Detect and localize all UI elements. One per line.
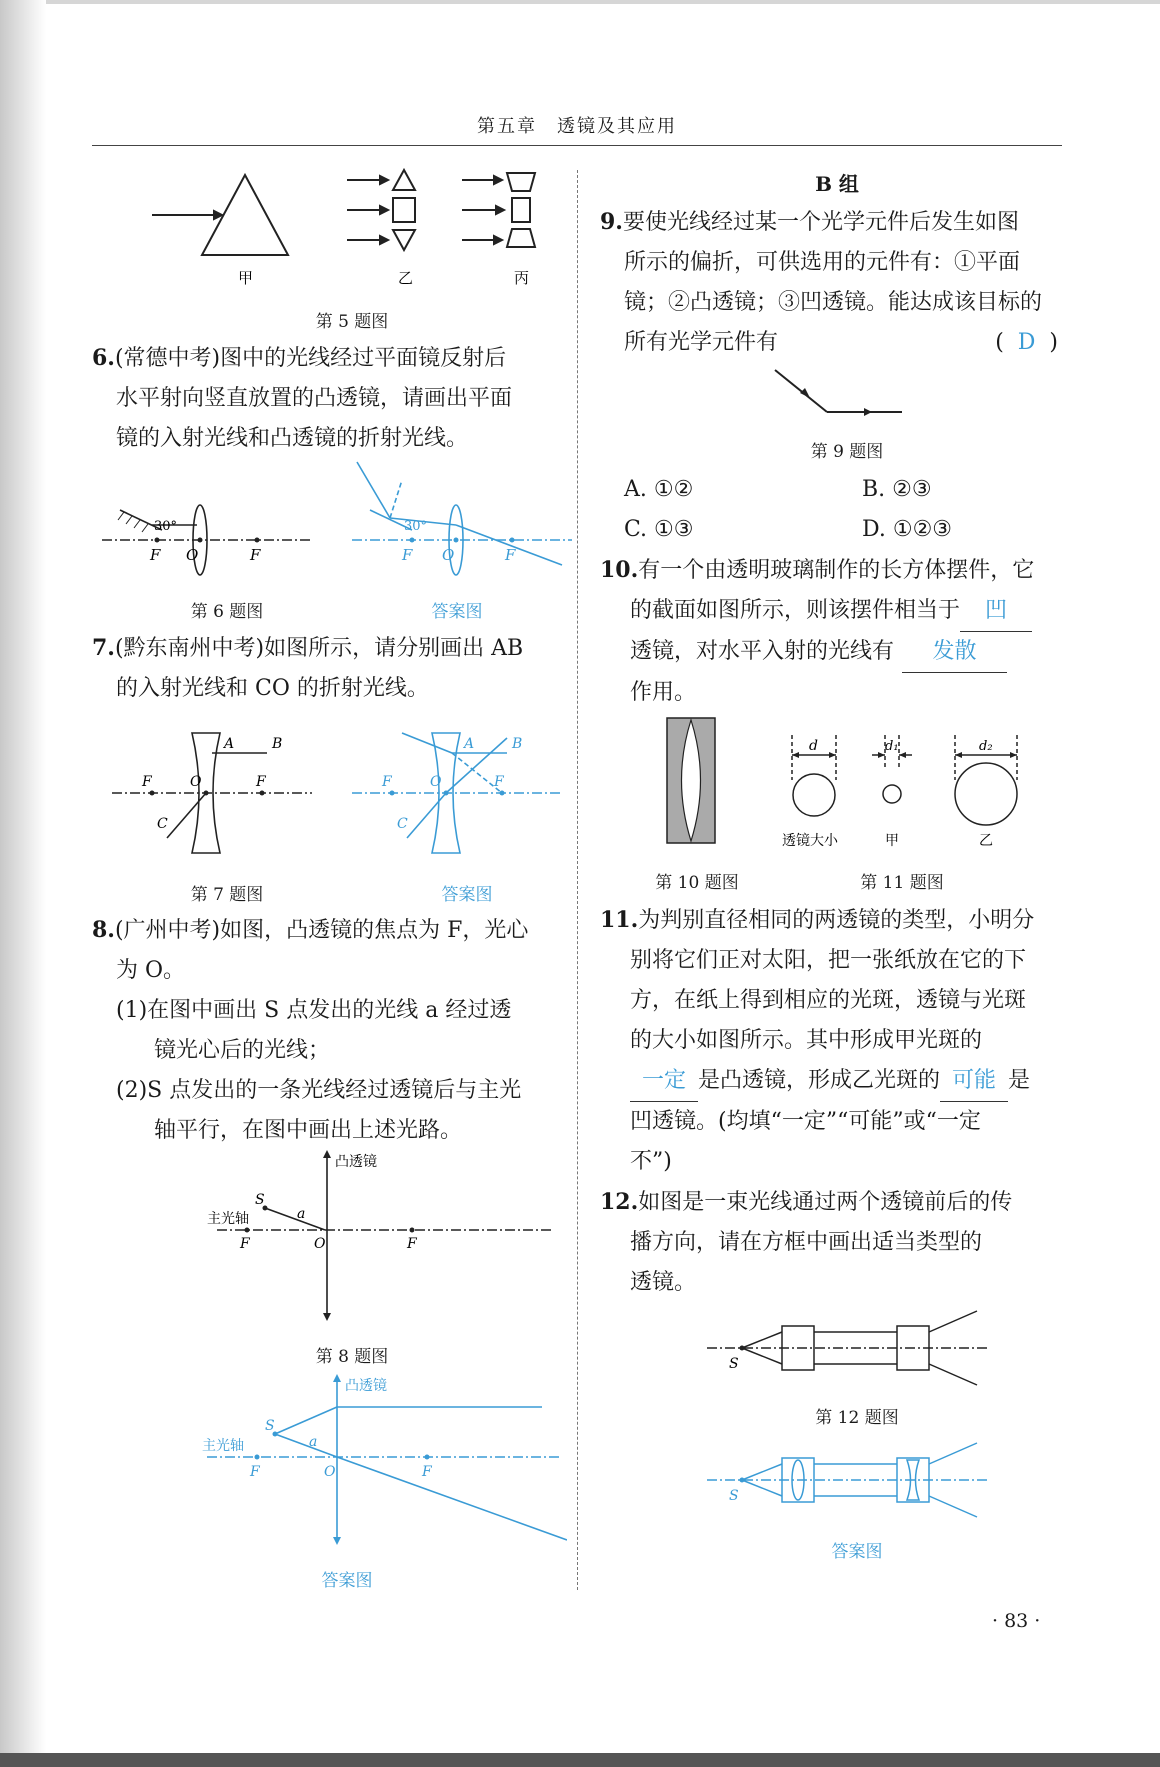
figure-8 bbox=[207, 1148, 557, 1323]
fig8-answer-label-f2: F bbox=[422, 1464, 432, 1480]
q7-line1: (黔东南州中考)如图所示，请分别画出 AB bbox=[114, 636, 524, 661]
q10-blank1: 凹 bbox=[960, 591, 1032, 632]
fig6-label-o: O bbox=[186, 546, 199, 564]
q6-line2: 水平射向竖直放置的凸透镜，请画出平面 bbox=[116, 386, 513, 411]
q11-line7: 不”) bbox=[630, 1149, 672, 1174]
q11-line2: 别将它们正对太阳，把一张纸放在它的下 bbox=[630, 948, 1027, 973]
fig6-answer-label-f2: F bbox=[505, 546, 516, 564]
page-shadow bbox=[0, 0, 46, 1767]
q6-number: 6. bbox=[92, 345, 115, 371]
fig8-answer-label-s: S bbox=[265, 1418, 275, 1434]
fig6-answer-label-f1: F bbox=[402, 546, 413, 564]
fig8-label-s: S bbox=[255, 1192, 265, 1208]
fig12-answer-label-s: S bbox=[729, 1488, 739, 1504]
q8-sub2-line2: 轴平行，在图中画出上述光路。 bbox=[154, 1118, 463, 1143]
fig8-answer-lens-label: 凸透镜 bbox=[345, 1378, 387, 1394]
q12-number: 12. bbox=[600, 1189, 639, 1215]
q9-line3: 镜；②凸透镜；③凹透镜。能达成该目标的 bbox=[624, 290, 1043, 315]
q6-line1: (常德中考)图中的光线经过平面镜反射后 bbox=[114, 346, 507, 371]
fig7-label-f1: F bbox=[142, 774, 152, 790]
page-number: · 83 · bbox=[992, 1610, 1041, 1632]
figure-7 bbox=[112, 728, 572, 868]
q10-line2: 的截面如图所示，则该摆件相当于 bbox=[630, 598, 961, 623]
fig7-label-o: O bbox=[190, 774, 202, 790]
figure-6 bbox=[102, 460, 572, 590]
figure-8-answer bbox=[197, 1372, 567, 1547]
fig8-axis-label: 主光轴 bbox=[207, 1211, 249, 1227]
fig6-label-f1: F bbox=[150, 546, 161, 564]
fig12-caption: 第 12 题图 bbox=[815, 1408, 899, 1428]
q10-line3: 透镜，对水平入射的光线有 bbox=[630, 639, 895, 664]
q11-mid: 是凸透镜，形成乙光斑的 bbox=[698, 1068, 941, 1093]
fig12-label-s: S bbox=[729, 1356, 739, 1372]
q9-answer-bracket: ( D ) bbox=[995, 330, 1058, 355]
fig8-lens-label: 凸透镜 bbox=[335, 1154, 377, 1170]
q10-number: 10. bbox=[600, 557, 639, 583]
q9-line4 bbox=[600, 323, 1062, 363]
q12-line2: 播方向，请在方框中画出适当类型的 bbox=[630, 1230, 983, 1255]
fig11-caption: 第 11 题图 bbox=[860, 873, 944, 893]
q8-line2: 为 O。 bbox=[116, 958, 186, 983]
q8-line1: (广州中考)如图，凸透镜的焦点为 F，光心 bbox=[114, 918, 529, 943]
fig8-label-f2: F bbox=[407, 1236, 417, 1252]
fig6-label-f2: F bbox=[250, 546, 261, 564]
fig7-answer-label-f2: F bbox=[494, 774, 504, 790]
fig7-label-f2: F bbox=[256, 774, 266, 790]
fig11-label-d2: d₂ bbox=[979, 739, 993, 754]
q7-line2: 的入射光线和 CO 的折射光线。 bbox=[116, 676, 429, 701]
q11-number: 11. bbox=[600, 907, 639, 933]
book-page bbox=[92, 0, 1062, 1767]
fig11-caption-lens: 透镜大小 bbox=[782, 833, 838, 849]
fig11-caption-yi: 乙 bbox=[979, 833, 993, 849]
column-divider bbox=[577, 170, 578, 1590]
q9-option-d: D. ①②③ bbox=[862, 517, 953, 542]
fig9-caption: 第 9 题图 bbox=[810, 442, 884, 462]
fig12-answer-caption: 答案图 bbox=[831, 1542, 883, 1562]
q6-line3: 镜的入射光线和凸透镜的折射光线。 bbox=[116, 426, 469, 451]
fig10-caption: 第 10 题图 bbox=[655, 873, 739, 893]
figure-12 bbox=[707, 1308, 1007, 1388]
q11-tail: 是 bbox=[1008, 1068, 1031, 1093]
fig6-answer-label-o: O bbox=[442, 546, 455, 564]
q9-option-c: C. ①③ bbox=[624, 517, 694, 542]
fig7-caption: 第 7 题图 bbox=[190, 885, 264, 905]
fig11-caption-jia: 甲 bbox=[885, 833, 899, 849]
question-10 bbox=[600, 550, 1062, 713]
q8-sub1-line2: 镜光心后的光线； bbox=[154, 1038, 331, 1063]
q11-line3: 方，在纸上得到相应的光斑，透镜与光斑 bbox=[630, 988, 1027, 1013]
question-12 bbox=[600, 1182, 1062, 1303]
header-rule bbox=[92, 145, 1062, 146]
fig8-answer-label-a: a bbox=[309, 1434, 318, 1450]
fig8-answer-caption: 答案图 bbox=[321, 1571, 373, 1591]
question-11 bbox=[600, 900, 1062, 1182]
chapter-header: 第五章 透镜及其应用 bbox=[477, 116, 677, 137]
q11-blank1: 一定 bbox=[630, 1061, 698, 1102]
fig8-answer-label-o: O bbox=[324, 1464, 336, 1480]
fig7-answer-label-o: O bbox=[430, 774, 442, 790]
fig5-label-yi: 乙 bbox=[398, 269, 414, 287]
question-7 bbox=[92, 628, 562, 709]
question-6 bbox=[92, 338, 562, 459]
q11-blank2: 可能 bbox=[940, 1061, 1008, 1102]
fig5-label-bing: 丙 bbox=[514, 269, 530, 287]
fig8-answer-label-f1: F bbox=[250, 1464, 260, 1480]
figure-11 bbox=[772, 730, 1062, 855]
fig11-label-d: d bbox=[809, 738, 818, 754]
q8-sub2-line1: (2)S 点发出的一条光线经过透镜后与主光 bbox=[116, 1078, 522, 1103]
fig6-caption: 第 6 题图 bbox=[190, 602, 264, 622]
fig7-label-a: A bbox=[224, 736, 235, 752]
q9-line2: 所示的偏折，可供选用的元件有：①平面 bbox=[624, 250, 1021, 275]
q12-line3: 透镜。 bbox=[630, 1270, 697, 1295]
fig6-answer-angle: 30° bbox=[404, 519, 428, 534]
fig5-caption: 第 5 题图 bbox=[315, 312, 389, 332]
fig8-label-a: a bbox=[297, 1206, 306, 1222]
fig8-label-f1: F bbox=[240, 1236, 250, 1252]
q10-line4: 作用。 bbox=[630, 680, 697, 705]
fig8-label-o: O bbox=[314, 1236, 326, 1252]
question-9 bbox=[600, 202, 1062, 363]
q9-number: 9. bbox=[600, 209, 623, 235]
figure-5 bbox=[152, 165, 572, 295]
fig7-answer-label-a: A bbox=[464, 736, 475, 752]
q9-option-b: B. ②③ bbox=[862, 477, 932, 502]
q8-sub1-line1: (1)在图中画出 S 点发出的光线 a 经过透 bbox=[116, 998, 512, 1023]
fig8-caption: 第 8 题图 bbox=[315, 1347, 389, 1367]
figure-9 bbox=[772, 365, 912, 425]
q9-option-a: A. ①② bbox=[624, 477, 694, 502]
fig7-label-b: B bbox=[272, 736, 283, 752]
fig11-label-d1: d₁ bbox=[885, 739, 899, 754]
q9-line4-text: 所有光学元件有 bbox=[624, 330, 779, 355]
fig5-label-jia: 甲 bbox=[238, 269, 254, 287]
fig7-label-c: C bbox=[157, 816, 168, 832]
q11-line6: 凹透镜。(均填“一定”“可能”或“一定 bbox=[630, 1109, 981, 1134]
q10-blank2: 发散 bbox=[902, 632, 1007, 673]
fig7-answer-label-f1: F bbox=[382, 774, 392, 790]
fig6-answer-caption: 答案图 bbox=[431, 602, 483, 622]
q9-answer: D bbox=[1017, 330, 1036, 355]
q11-line4: 的大小如图所示。其中形成甲光斑的 bbox=[630, 1028, 983, 1053]
question-8 bbox=[92, 910, 562, 1151]
fig6-angle: 30° bbox=[154, 519, 178, 534]
q11-line1: 为判别直径相同的两透镜的类型，小明分 bbox=[638, 908, 1035, 933]
q10-line1: 有一个由透明玻璃制作的长方体摆件，它 bbox=[638, 558, 1035, 583]
group-b-heading: B 组 bbox=[815, 172, 859, 196]
q7-number: 7. bbox=[92, 635, 115, 661]
q12-line1: 如图是一束光线通过两个透镜前后的传 bbox=[638, 1190, 1013, 1215]
q9-line1: 要使光线经过某一个光学元件后发生如图 bbox=[622, 210, 1019, 235]
figure-10 bbox=[662, 715, 722, 850]
figure-12-answer bbox=[707, 1440, 1007, 1520]
fig7-answer-label-b: B bbox=[512, 736, 523, 752]
q8-number: 8. bbox=[92, 917, 115, 943]
fig8-answer-axis-label: 主光轴 bbox=[202, 1438, 244, 1454]
fig7-answer-caption: 答案图 bbox=[441, 885, 493, 905]
fig7-answer-label-c: C bbox=[397, 816, 408, 832]
